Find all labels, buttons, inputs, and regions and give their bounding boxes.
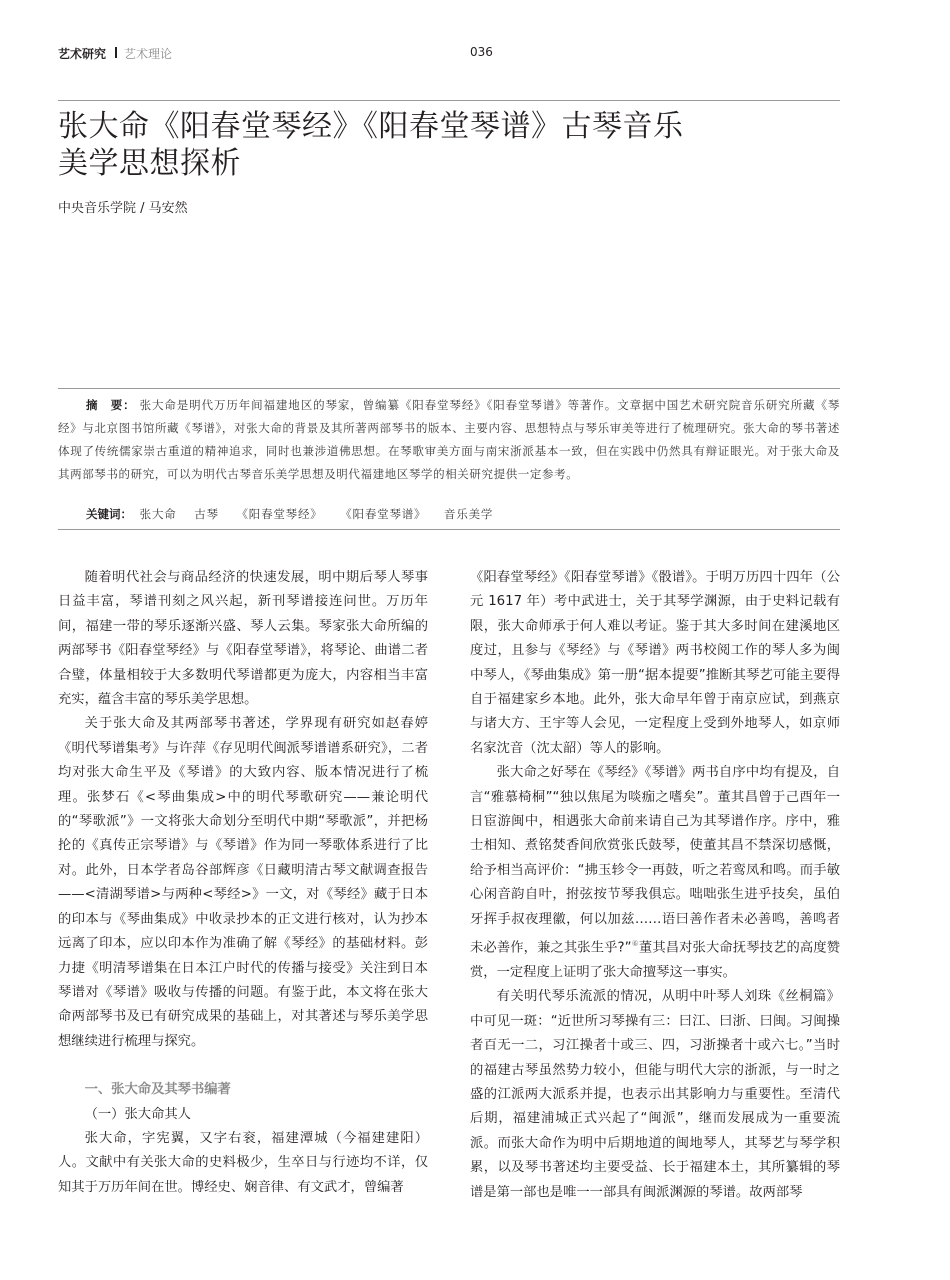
abstract-label: 摘 要： <box>86 398 136 412</box>
header-rule <box>58 100 840 101</box>
page-number: 036 <box>470 45 493 59</box>
section-name: 艺术理论 <box>124 47 173 61</box>
paragraph: 《阳春堂琴经》《阳春堂琴谱》《骰谱》。于明万历四十四年（公元 1617 年）考中武进士，关于其琴学渊源，由于史料记载有限，张大命师承于何人难以考证。鉴于其大多时间在建溪地区度过，且参与《琴经》与《琴谱》两书校阅工作的琴人多为闽中琴人，《琴曲集成》第一册“据本提要”推断其琴艺可能主要得自于福建家乡本地。此外，张大命早年曾于南京应试，到燕京与诸大方、王宇等人会见，一定程度上受到外地琴人，如京师名家沈音（沈太韶）等人的影响。 <box>470 570 840 756</box>
keywords <box>86 505 840 523</box>
author-affiliation: 中央音乐学院 / 马安然 <box>58 201 188 216</box>
paragraph <box>470 761 840 985</box>
abstract <box>58 394 840 486</box>
title-line-2: 美学思想探析 <box>58 146 241 181</box>
keyword: 音乐美学 <box>444 507 494 521</box>
paragraph-text: 张大命之好琴在《琴经》《琴谱》两书自序中均有提及，自言“雅慕椅桐”“独以焦尾为啖痂之嗜矣”。董其昌曾于己酉年一日宦游闽中，相遇张大命前来请自己为其琴谱作序。序中，雅士相知、煮铭焚香间欣赏张氏鼓琴，使董其昌不禁深切感慨，给予相当高评价：“拂玉轸令一再鼓，听之若鸾凤和鸣。而手敏心闲音韵自叶，拊弦按节琴我俱忘。咄咄张生进乎技矣，虽伯牙挥手叔夜理徽，何以加兹……语曰善作者未必善鸣，善鸣者未必善作，兼之其张生乎?” <box>470 765 840 956</box>
abstract-bottom-rule <box>58 529 840 530</box>
keyword: 古琴 <box>194 507 219 521</box>
journal-name: 艺术研究 <box>58 47 107 61</box>
subsection-heading: （一）张大命其人 <box>84 1106 191 1122</box>
paragraph-text: 董其昌对张大命抚琴技艺的高度赞赏，一定程度上证明了张大命擅琴这一事实。 <box>470 940 840 980</box>
article-title <box>58 108 758 182</box>
keyword: 《阳春堂琴经》 <box>236 507 323 521</box>
keyword: 张大命 <box>139 507 177 521</box>
footnote-marker: ⑥ <box>631 939 639 949</box>
header-separator <box>115 47 117 58</box>
paragraph: 张大命，字宪翼，又字右衮，福建潭城（今福建建阳）人。文献中有关张大命的史料极少，生卒日与行迹均不详，仅知其于万历年间在世。博经史、娴音律、有文武才，曾编著 <box>58 1130 428 1195</box>
keyword: 《阳春堂琴谱》 <box>340 507 427 521</box>
running-header <box>58 44 840 64</box>
body-column-right <box>470 566 840 1205</box>
paragraph: 随着明代社会与商品经济的快速发展，明中期后琴人琴事日益丰富，琴谱刊刻之风兴起，新刊琴谱接连问世。万历年间，福建一带的琴乐逐渐兴盛、琴人云集。琴家张大命所编的两部琴书《阳春堂琴经》与《阳春堂琴谱》，将琴论、曲谱二者合璧，体量相较于大多数明代琴谱都更为庞大，内容相当丰富充实，蕴含丰富的琴乐美学思想。 <box>58 570 428 708</box>
keywords-label: 关键词： <box>86 507 132 521</box>
section-heading: 一、张大命及其琴书编著 <box>84 1082 231 1098</box>
abstract-text: 张大命是明代万历年间福建地区的琴家，曾编纂《阳春堂琴经》《阳春堂琴谱》等著作。文章据中国艺术研究院音乐研究所藏《琴经》与北京图书馆所藏《琴谱》，对张大命的背景及其所著两部琴书的版本、主要内容、思想特点与琴乐审美等进行了梳理研究。张大命的琴书著述体现了传统儒家崇古重道的精神追求，同时也兼涉道佛思想。在琴歌审美方面与南宋浙派基本一致，但在实践中仍然具有辩证眼光。对于张大命及其两部琴书的研究，可以为明代古琴音乐美学思想及明代福建地区琴学的相关研究提供一定参考。 <box>58 398 840 481</box>
paragraph: 有关明代琴乐流派的情况，从明中叶琴人刘珠《丝桐篇》中可见一斑：“近世所习琴操有三：曰江、曰浙、曰闽。习闽操者百无一二，习江操者十或三、四，习浙操者十或六七。”当时的福建古琴虽然势力较小，但能与明代大宗的浙派，与一时之盛的江派两大派系并提，也表示出其影响力与重要性。至清代后期，福建浦城正式兴起了“闽派”，继而发展成为一重要流派。而张大命作为明中后期地道的闽地琴人，其琴艺与琴学积累，以及琴书著述均主要受益、长于福建本土，其所纂辑的琴谱是第一部也是唯一一部具有闽派渊源的琴谱。故两部琴 <box>470 989 840 1200</box>
abstract-top-rule <box>58 388 840 389</box>
paragraph: 关于张大命及其两部琴书著述，学界现有研究如赵春婷《明代琴谱集考》与许萍《存见明代闽派琴谱谱系研究》，二者均对张大命生平及《琴谱》的大致内容、版本情况进行了梳理。张梦石《<琴曲集成>中的明代琴歌研究——兼论明代的“琴歌派”》一文将张大命划分至明代中期“琴歌派”，并把杨抡的《真传正宗琴谱》与《琴谱》作为同一琴歌体系进行了比对。此外，日本学者岛谷部辉彦《日藏明清古琴文献调查报告——<清湖琴谱>与两种<琴经>》一文，对《琴经》藏于日本的印本与《琴曲集成》中收录抄本的正文进行核对，认为抄本远离了印本，应以印本作为准确了解《琴经》的基础材料。彭力捷《明清琴谱集在日本江户时代的传播与接受》关注到日本琴谱对《琴谱》吸收与传播的问题。有鉴于此，本文将在张大命两部琴书及已有研究成果的基础上，对其著述与琴乐美学思想继续进行梳理与探究。 <box>58 716 428 1049</box>
body-column-left <box>58 566 428 1200</box>
title-line-1: 张大命《阳春堂琴经》《阳春堂琴谱》古琴音乐 <box>58 109 684 144</box>
